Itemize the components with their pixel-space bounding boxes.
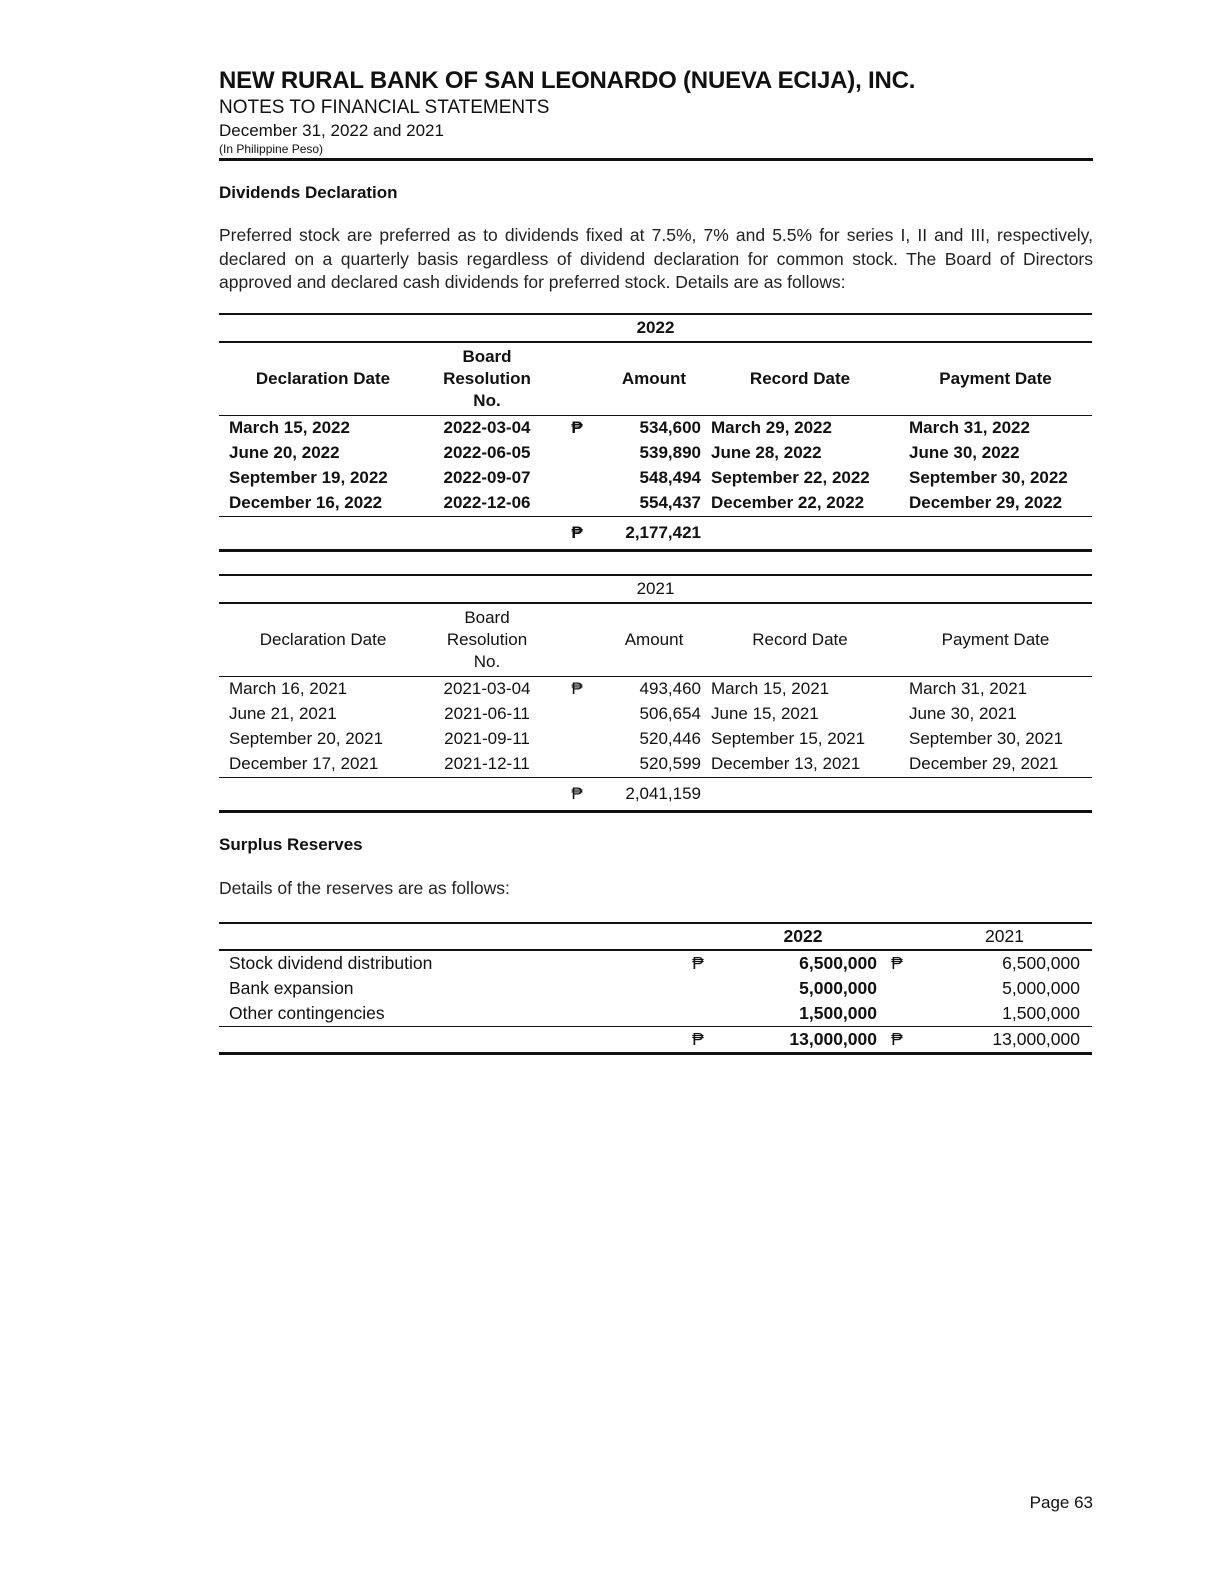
dividends-table-2022 bbox=[219, 313, 1092, 552]
currency-unit-note: (In Philippine Peso) bbox=[219, 142, 324, 156]
amount-value: 520,599 bbox=[639, 754, 701, 773]
record-date: March 15, 2021 bbox=[711, 679, 830, 698]
amount-value: 520,446 bbox=[639, 729, 701, 748]
reserve-2022-value: 1,500,000 bbox=[799, 1003, 877, 1023]
table-row bbox=[219, 491, 1092, 517]
column-header-board-resolution: Board Resolution No. bbox=[427, 603, 547, 677]
amount-value: 493,460 bbox=[639, 679, 701, 698]
resolution-number: 2021-06-11 bbox=[444, 704, 530, 723]
record-date: December 22, 2022 bbox=[711, 493, 865, 512]
peso-sign: ₱ bbox=[547, 777, 607, 811]
payment-date: June 30, 2021 bbox=[909, 704, 1017, 723]
declaration-date: March 16, 2021 bbox=[229, 679, 348, 698]
declaration-date: June 20, 2022 bbox=[229, 443, 340, 462]
reserve-2022-value: 5,000,000 bbox=[799, 978, 877, 998]
record-date: September 15, 2021 bbox=[711, 729, 866, 748]
column-header-payment-date: Payment Date bbox=[899, 342, 1092, 416]
dividends-table-2021 bbox=[219, 574, 1092, 813]
reserve-label: Stock dividend distribution bbox=[229, 953, 433, 973]
column-header-record-date: Record Date bbox=[701, 603, 899, 677]
table-row bbox=[219, 752, 1092, 778]
record-date: December 13, 2021 bbox=[711, 754, 861, 773]
reserve-2022-value: 6,500,000 bbox=[799, 953, 877, 973]
column-header-amount: Amount bbox=[607, 603, 701, 677]
peso-sign: ₱ bbox=[571, 679, 583, 698]
header-rule bbox=[219, 158, 1093, 161]
document-subtitle: NOTES TO FINANCIAL STATEMENTS bbox=[219, 97, 550, 118]
resolution-number: 2021-12-11 bbox=[444, 754, 530, 773]
total-amount: 2,177,421 bbox=[607, 516, 701, 550]
column-header-payment-date: Payment Date bbox=[899, 603, 1092, 677]
table-row bbox=[219, 676, 1092, 702]
table-row bbox=[219, 976, 1092, 1001]
dividends-heading: Dividends Declaration bbox=[219, 183, 398, 202]
total-row bbox=[219, 777, 1092, 811]
page-number: Page 63 bbox=[1029, 1493, 1093, 1512]
resolution-number: 2022-06-05 bbox=[443, 443, 531, 462]
column-header-declaration-date: Declaration Date bbox=[219, 342, 427, 416]
declaration-date: June 21, 2021 bbox=[229, 704, 337, 723]
record-date: March 29, 2022 bbox=[711, 418, 832, 437]
table-row bbox=[219, 466, 1092, 491]
peso-sign: ₱ bbox=[891, 953, 903, 973]
record-date: June 28, 2022 bbox=[711, 443, 822, 462]
table-row bbox=[219, 950, 1092, 976]
company-name: NEW RURAL BANK OF SAN LEONARDO (NUEVA ECIJA), INC. bbox=[219, 67, 916, 94]
reserve-2021-value: 6,500,000 bbox=[1002, 953, 1080, 973]
total-row bbox=[219, 1027, 1092, 1054]
record-date: September 22, 2022 bbox=[711, 468, 870, 487]
table-row bbox=[219, 702, 1092, 727]
resolution-number: 2022-12-06 bbox=[443, 493, 531, 512]
reserve-2021-value: 1,500,000 bbox=[1002, 1003, 1080, 1023]
declaration-date: March 15, 2022 bbox=[229, 418, 350, 437]
surplus-reserves-table bbox=[219, 922, 1092, 1055]
amount-value: 539,890 bbox=[639, 443, 701, 462]
amount-value: 548,494 bbox=[639, 468, 701, 487]
total-2021-value: 13,000,000 bbox=[917, 1027, 1092, 1054]
column-header-record-date: Record Date bbox=[701, 342, 899, 416]
peso-sign: ₱ bbox=[667, 1027, 729, 1054]
payment-date: March 31, 2021 bbox=[909, 679, 1028, 698]
declaration-date: December 16, 2022 bbox=[229, 493, 383, 512]
peso-sign: ₱ bbox=[571, 418, 583, 437]
dividends-paragraph: Preferred stock are preferred as to dividends fixed at 7.5%, 7% and 5.5% for series I, II and III, respectively, declared on a quarterly basis regardless of dividend declaration for common stock. The Board of Directors approved and declared cash dividends for preferred stock. Details are as follows: bbox=[219, 225, 1093, 292]
record-date: June 15, 2021 bbox=[711, 704, 819, 723]
surplus-intro: Details of the reserves are as follows: bbox=[219, 877, 510, 898]
declaration-date: September 20, 2021 bbox=[229, 729, 384, 748]
peso-sign: ₱ bbox=[877, 1027, 917, 1054]
reserve-label: Bank expansion bbox=[229, 978, 354, 998]
table-year-label: 2021 bbox=[219, 575, 1092, 603]
payment-date: September 30, 2021 bbox=[909, 729, 1064, 748]
resolution-number: 2021-09-11 bbox=[444, 729, 530, 748]
column-header-declaration-date: Declaration Date bbox=[219, 603, 427, 677]
total-row bbox=[219, 516, 1092, 550]
declaration-date: December 17, 2021 bbox=[229, 754, 379, 773]
total-2022-value: 13,000,000 bbox=[729, 1027, 877, 1054]
table-row bbox=[219, 727, 1092, 752]
payment-date: March 31, 2022 bbox=[909, 418, 1030, 437]
amount-value: 506,654 bbox=[639, 704, 701, 723]
reserve-label: Other contingencies bbox=[229, 1003, 385, 1023]
amount-value: 554,437 bbox=[639, 493, 701, 512]
payment-date: September 30, 2022 bbox=[909, 468, 1068, 487]
year-2022-header: 2022 bbox=[729, 923, 877, 950]
table-year-label: 2022 bbox=[219, 314, 1092, 342]
peso-sign: ₱ bbox=[547, 516, 607, 550]
year-2021-header: 2021 bbox=[917, 923, 1092, 950]
amount-value: 534,600 bbox=[639, 418, 701, 437]
column-header-board-resolution: Board Resolution No. bbox=[427, 342, 547, 416]
table-row bbox=[219, 1001, 1092, 1027]
table-row bbox=[219, 415, 1092, 441]
period-line: December 31, 2022 and 2021 bbox=[219, 121, 444, 140]
resolution-number: 2021-03-04 bbox=[443, 679, 531, 698]
resolution-number: 2022-03-04 bbox=[443, 418, 531, 437]
total-amount: 2,041,159 bbox=[607, 777, 701, 811]
peso-sign: ₱ bbox=[692, 953, 704, 973]
resolution-number: 2022-09-07 bbox=[443, 468, 531, 487]
payment-date: December 29, 2022 bbox=[909, 493, 1063, 512]
table-row bbox=[219, 441, 1092, 466]
payment-date: December 29, 2021 bbox=[909, 754, 1059, 773]
financial-notes-page bbox=[219, 66, 1093, 1055]
declaration-date: September 19, 2022 bbox=[229, 468, 388, 487]
payment-date: June 30, 2022 bbox=[909, 443, 1020, 462]
column-header-amount: Amount bbox=[607, 342, 701, 416]
surplus-reserves-heading: Surplus Reserves bbox=[219, 834, 363, 854]
reserve-2021-value: 5,000,000 bbox=[1002, 978, 1080, 998]
